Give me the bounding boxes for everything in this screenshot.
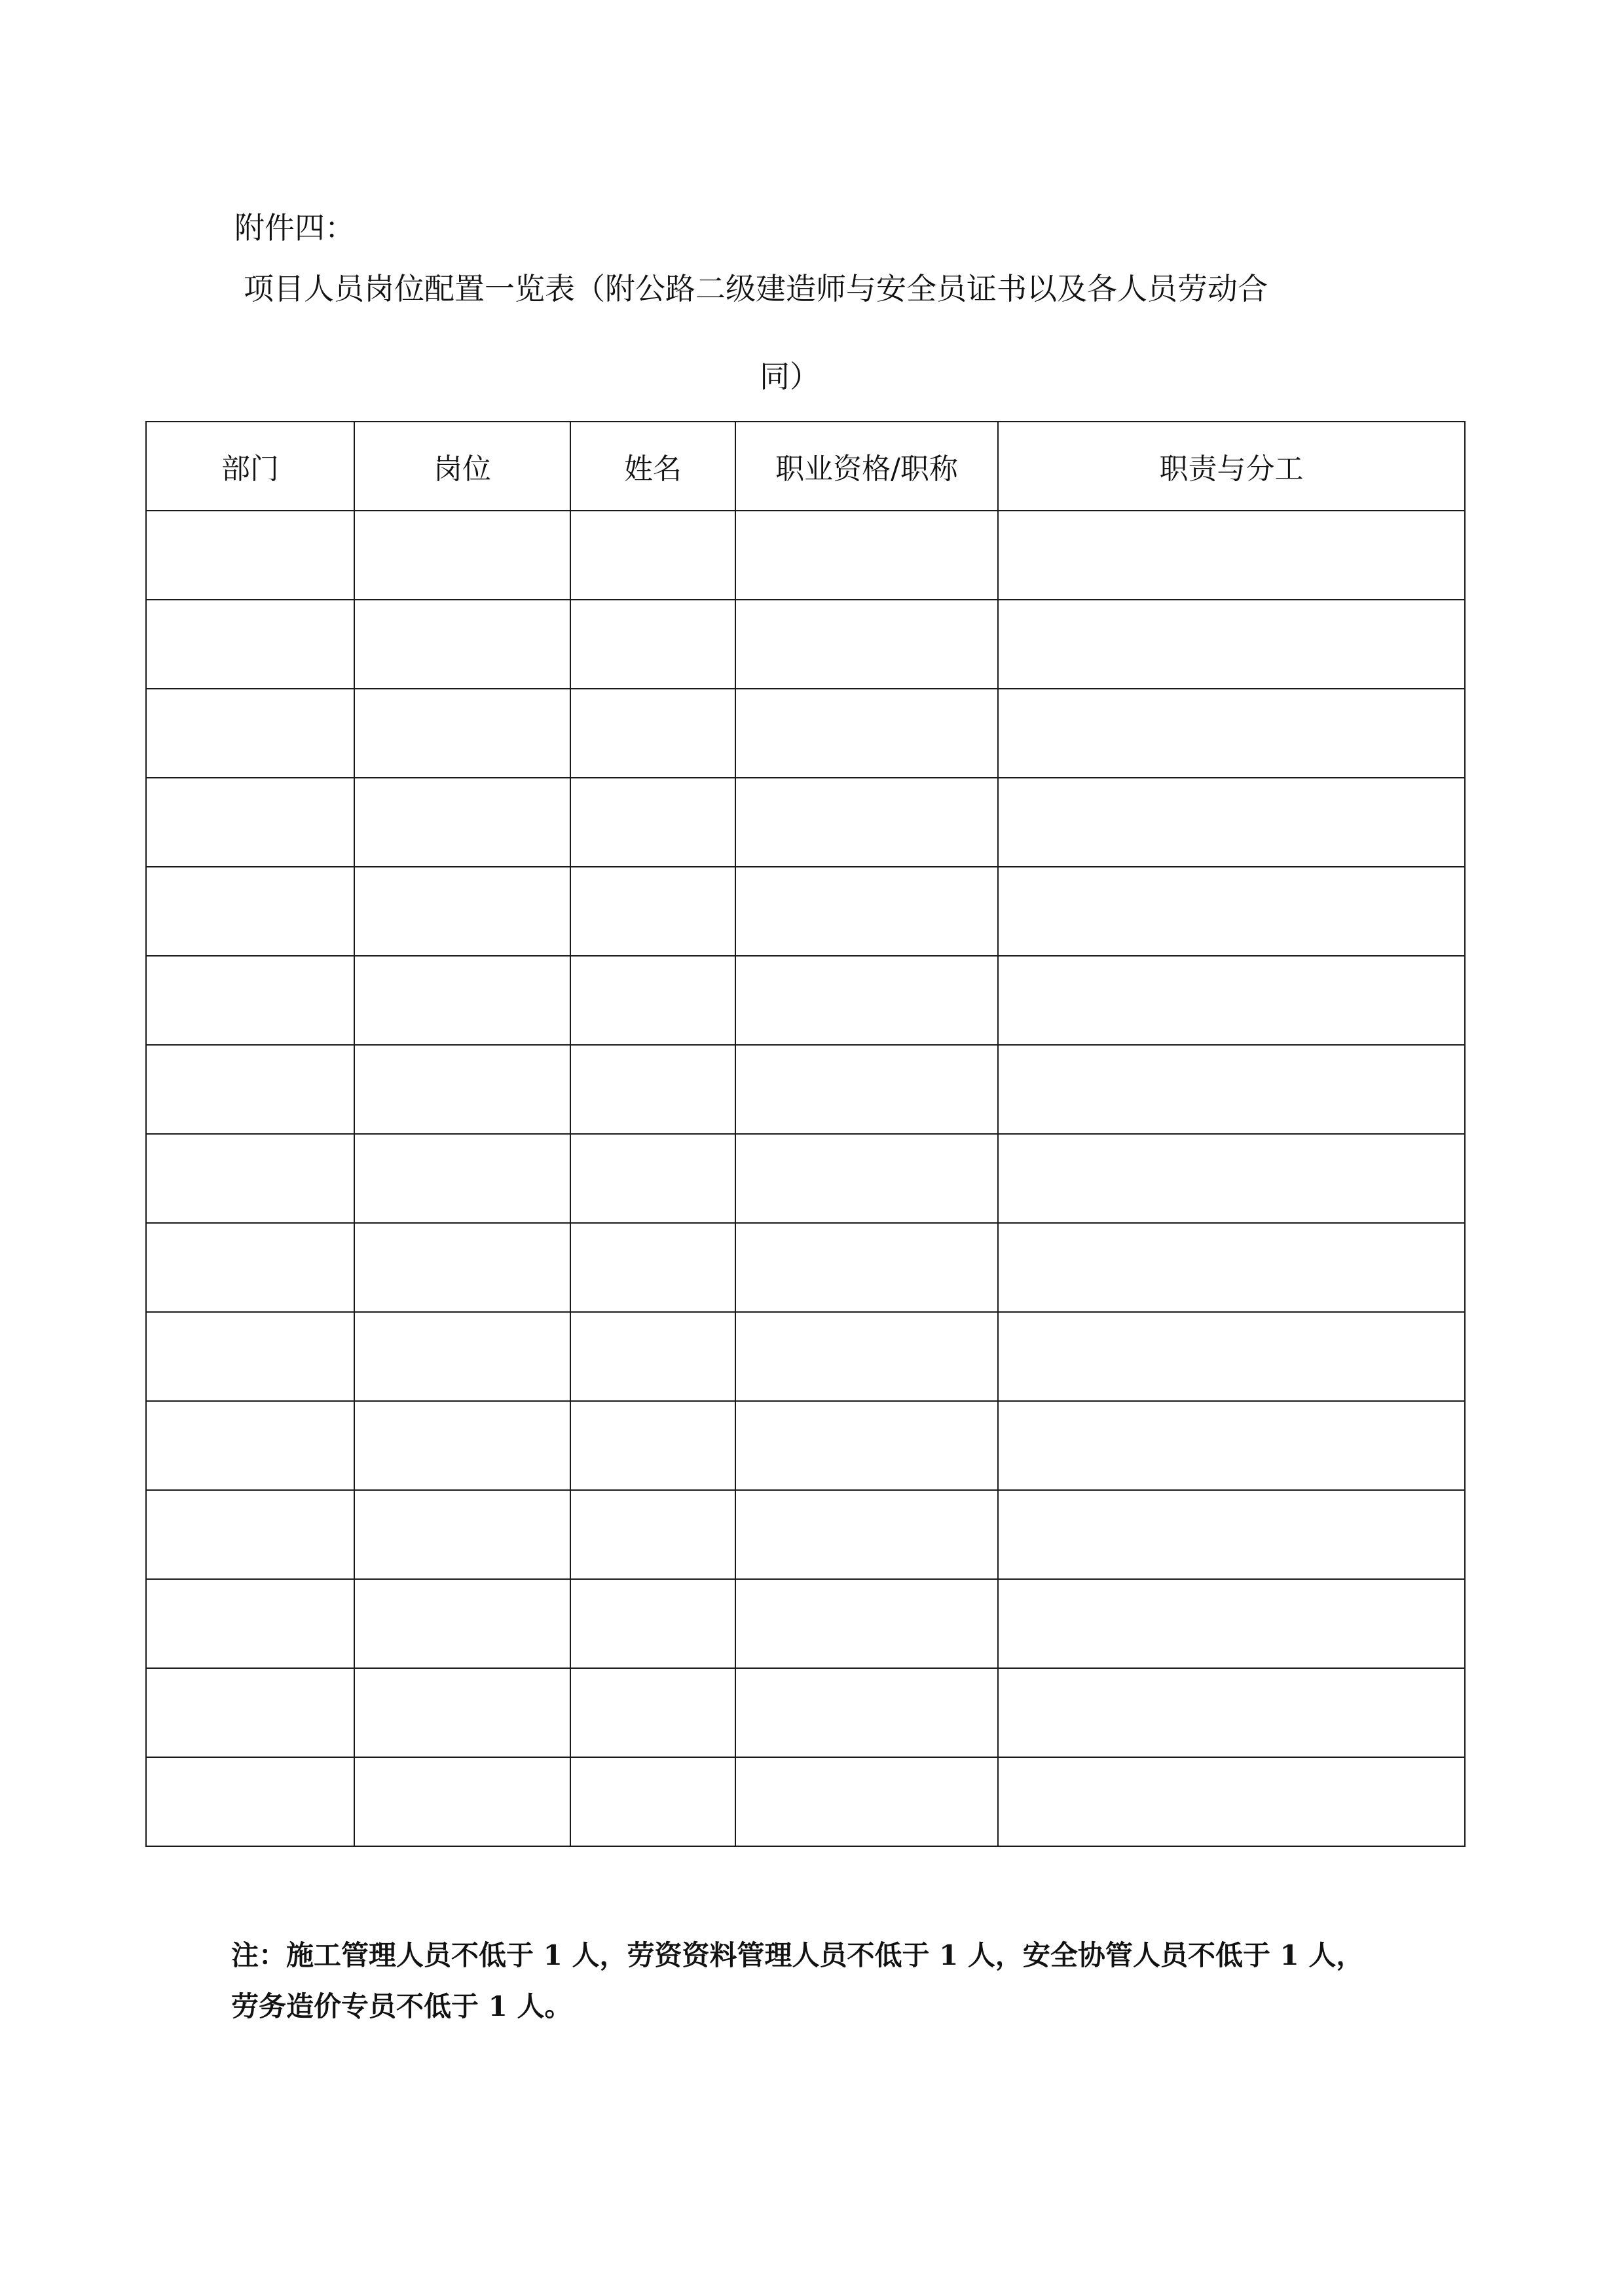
responsibilities-cell — [998, 956, 1465, 1045]
table-row — [146, 1045, 1465, 1134]
responsibilities-cell — [998, 511, 1465, 600]
document-title-line-1: 项目人员岗位配置一览表（附公路二级建造师与安全员证书以及各人员劳动合 — [244, 271, 1268, 306]
position-cell — [354, 778, 570, 867]
responsibilities-cell — [998, 1223, 1465, 1312]
table-row — [146, 1490, 1465, 1579]
position-cell — [354, 1757, 570, 1846]
position-cell — [354, 1223, 570, 1312]
name-cell — [570, 1579, 735, 1668]
department-cell — [146, 1312, 354, 1401]
table-header-row — [146, 422, 1465, 511]
qualification-cell — [735, 1312, 998, 1401]
qualification-cell — [735, 1490, 998, 1579]
responsibilities-cell — [998, 1134, 1465, 1223]
name-cell — [570, 956, 735, 1045]
department-cell — [146, 1401, 354, 1490]
position-cell — [354, 1312, 570, 1401]
position-cell — [354, 1134, 570, 1223]
position-cell — [354, 1668, 570, 1757]
position-cell — [354, 689, 570, 778]
table-row — [146, 1401, 1465, 1490]
responsibilities-cell — [998, 1668, 1465, 1757]
name-cell — [570, 1668, 735, 1757]
qualification-cell — [735, 600, 998, 689]
department-cell — [146, 1134, 354, 1223]
table-row — [146, 1312, 1465, 1401]
qualification-cell — [735, 689, 998, 778]
department-cell — [146, 1579, 354, 1668]
department-cell — [146, 1490, 354, 1579]
position-cell — [354, 1401, 570, 1490]
responsibilities-cell — [998, 1757, 1465, 1846]
position-cell — [354, 600, 570, 689]
position-cell — [354, 1490, 570, 1579]
table-row — [146, 867, 1465, 956]
staff-position-table — [145, 421, 1466, 1847]
department-cell — [146, 1223, 354, 1312]
qualification-cell — [735, 1579, 998, 1668]
name-cell — [570, 600, 735, 689]
responsibilities-cell — [998, 600, 1465, 689]
table-row — [146, 1134, 1465, 1223]
responsibilities-cell — [998, 689, 1465, 778]
responsibilities-cell — [998, 778, 1465, 867]
responsibilities-cell — [998, 1490, 1465, 1579]
name-cell — [570, 1401, 735, 1490]
department-cell — [146, 600, 354, 689]
position-cell — [354, 511, 570, 600]
table-body — [146, 511, 1465, 1846]
table-row — [146, 1579, 1465, 1668]
column-header-name: 姓名 — [570, 422, 735, 511]
footnote — [231, 1930, 1410, 2032]
qualification-cell — [735, 867, 998, 956]
department-cell — [146, 956, 354, 1045]
table-row — [146, 600, 1465, 689]
department-cell — [146, 1757, 354, 1846]
department-cell — [146, 689, 354, 778]
qualification-cell — [735, 778, 998, 867]
table-row — [146, 511, 1465, 600]
table-row — [146, 1668, 1465, 1757]
footnote-line-2: 劳务造价专员不低于 1 人。 — [231, 1990, 572, 2022]
name-cell — [570, 867, 735, 956]
qualification-cell — [735, 1223, 998, 1312]
name-cell — [570, 1312, 735, 1401]
qualification-cell — [735, 511, 998, 600]
table-header — [146, 422, 1465, 511]
table-row — [146, 1757, 1465, 1846]
name-cell — [570, 1223, 735, 1312]
position-cell — [354, 1579, 570, 1668]
responsibilities-cell — [998, 1579, 1465, 1668]
table-row — [146, 778, 1465, 867]
name-cell — [570, 778, 735, 867]
table-row — [146, 689, 1465, 778]
department-cell — [146, 511, 354, 600]
name-cell — [570, 1757, 735, 1846]
document-title-line-2: 同） — [760, 359, 820, 394]
footnote-line-1: 注：施工管理人员不低于 1 人，劳资资料管理人员不低于 1 人，安全协管人员不低于 1 人， — [231, 1939, 1364, 1971]
responsibilities-cell — [998, 1045, 1465, 1134]
qualification-cell — [735, 1045, 998, 1134]
responsibilities-cell — [998, 867, 1465, 956]
column-header-qualification: 职业资格/职称 — [735, 422, 998, 511]
responsibilities-cell — [998, 1401, 1465, 1490]
position-cell — [354, 956, 570, 1045]
qualification-cell — [735, 1757, 998, 1846]
qualification-cell — [735, 956, 998, 1045]
department-cell — [146, 867, 354, 956]
column-header-position: 岗位 — [354, 422, 570, 511]
name-cell — [570, 511, 735, 600]
name-cell — [570, 689, 735, 778]
responsibilities-cell — [998, 1312, 1465, 1401]
department-cell — [146, 778, 354, 867]
department-cell — [146, 1045, 354, 1134]
table-row — [146, 1223, 1465, 1312]
qualification-cell — [735, 1668, 998, 1757]
name-cell — [570, 1490, 735, 1579]
table-row — [146, 956, 1465, 1045]
column-header-responsibilities: 职责与分工 — [998, 422, 1465, 511]
position-cell — [354, 1045, 570, 1134]
name-cell — [570, 1045, 735, 1134]
qualification-cell — [735, 1401, 998, 1490]
position-cell — [354, 867, 570, 956]
name-cell — [570, 1134, 735, 1223]
department-cell — [146, 1668, 354, 1757]
column-header-department: 部门 — [146, 422, 354, 511]
annex-label: 附件四： — [234, 210, 355, 246]
qualification-cell — [735, 1134, 998, 1223]
